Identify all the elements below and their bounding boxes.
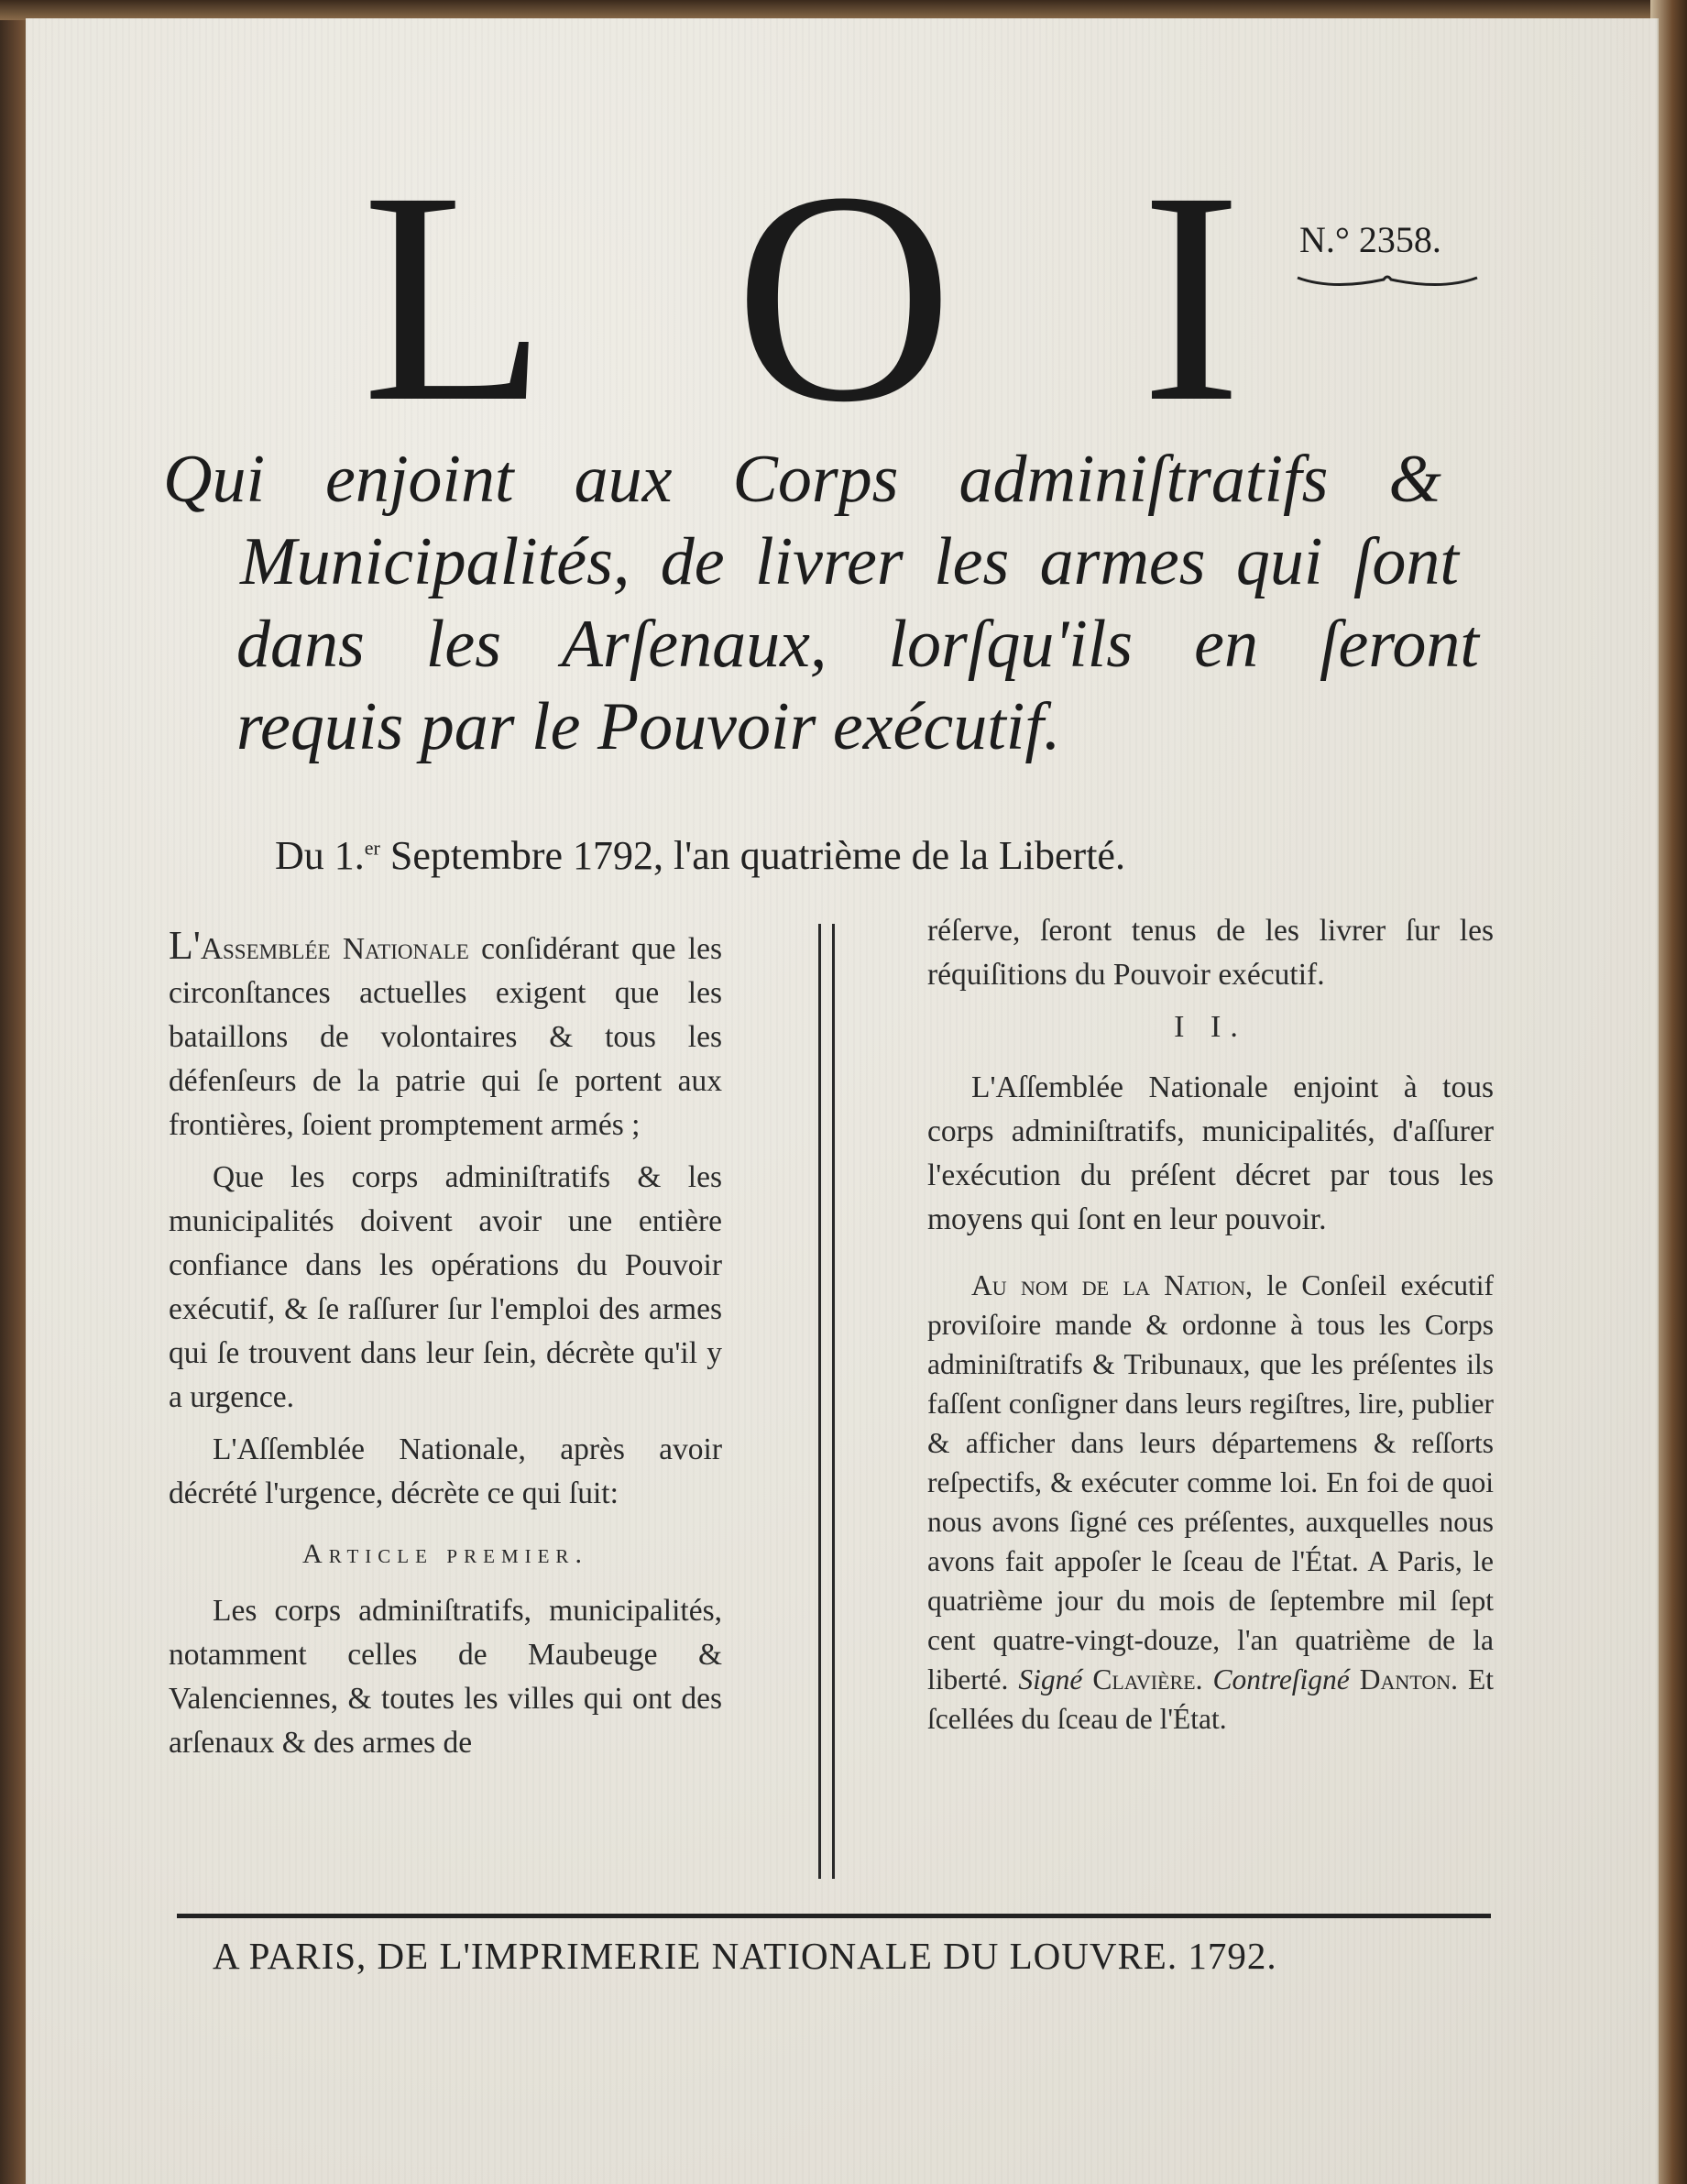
title-letter-i: I: [1141, 130, 1242, 465]
printer-imprint: A PARIS, DE L'IMPRIMERIE NATIONALE DU LOUVRE. 1792.: [213, 1935, 1277, 1977]
right-column: [927, 909, 1494, 1747]
left-paragraph-4: Les corps adminiſtratifs, municipalités, notamment celles de Maubeuge & Valenciennes, & toutes les villes qui ont des arſenaux & des armes de: [169, 1594, 722, 1760]
subtitle-line-3: dans les Arſenaux, lorſqu'ils en ſeront: [236, 607, 1479, 682]
left-paragraph-1-text: conſidérant que les circonſtances actuelles exigent que les bataillons de volontaires & tous les défenſeurs de la patrie qui ſe portent aux frontières, ſoient promptement armés ;: [169, 932, 722, 1142]
title-letter-o: O: [734, 130, 953, 465]
right-paragraph-3-text: , le Conſeil exécutif proviſoire mande & ordonne à tous les Corps adminiſtratifs & Tribunaux, que les préſentes ils faſſent conſigner dans leurs regiſtres, lire, publier & afficher dans leurs départemens & reſſorts reſpectifs, & exécuter comme loi. En foi de quoi nous avons ſigné ces préſentes, auxquelles nous avons fait appoſer le ſceau de l'État. A Paris, le quatrième jour du mois de ſeptembre mil ſept cent quatre-vingt-douze, l'an quatrième de la liberté.: [927, 1269, 1494, 1696]
subtitle-line-2: Municipalités, de livrer les armes qui ſont: [240, 524, 1459, 599]
title-letter-l: L: [362, 130, 547, 465]
date-rest: Septembre 1792, l'an quatrième de la Liberté.: [379, 833, 1125, 878]
right-paragraph-3-end: Et ſcellées du ſceau de l'État.: [927, 1663, 1495, 1735]
signe-label: Signé: [1018, 1663, 1083, 1696]
left-paragraph-3: L'Aſſemblée Nationale, après avoir décrété l'urgence, décrète ce qui ſuit:: [169, 1432, 722, 1510]
signe-name: Clavière.: [1082, 1663, 1203, 1696]
law-number: N.° 2358.: [1299, 219, 1441, 260]
article-premier-heading: Article premier.: [302, 1539, 588, 1569]
subtitle-line-1: Qui enjoint aux Corps adminiſtratifs &: [163, 442, 1441, 517]
assemblee-smallcaps: Assemblée Nationale: [200, 932, 469, 966]
footer-rule: [177, 1914, 1491, 1918]
dropcap: L': [169, 923, 201, 968]
contresigne-label: Contreſigné: [1212, 1663, 1350, 1696]
article-ii-heading: I I.: [1174, 1010, 1247, 1044]
left-paragraph-2: Que les corps adminiſtratifs & les municipalités doivent avoir une entière confiance dans les opérations du Pouvoir exécutif, & ſe raſſurer ſur l'emploi des armes qui ſe trouvent dans leur ſein, décrète qu'il y a urgence.: [169, 1160, 722, 1414]
date-prefix: Du 1.: [275, 833, 365, 878]
law-subtitle: [163, 438, 1483, 768]
au-nom-smallcaps: Au nom de la Nation: [971, 1269, 1245, 1301]
column-divider: [818, 924, 835, 1879]
subtitle-line-4: requis par le Pouvoir exécutif.: [236, 689, 1061, 764]
date-superscript: er: [364, 836, 380, 860]
right-paragraph-1: réſerve, ſeront tenus de les livrer ſur les réquiſitions du Pouvoir exécutif.: [927, 914, 1494, 992]
date-line: [275, 832, 1375, 879]
frame-top-edge: [0, 0, 1687, 20]
title-loi: [362, 130, 1242, 465]
left-column: [169, 924, 722, 1773]
contresigne-name: Danton.: [1349, 1663, 1459, 1696]
right-paragraph-3: [927, 1266, 1494, 1739]
left-paragraph-1: [169, 924, 722, 1147]
swash-ornament-icon: [1296, 270, 1479, 292]
right-paragraph-2: L'Aſſemblée Nationale enjoint à tous corps adminiſtratifs, municipalités, d'aſſurer l'exécution du préſent décret par tous les moyens qui ſont en leur pouvoir.: [927, 1070, 1494, 1236]
